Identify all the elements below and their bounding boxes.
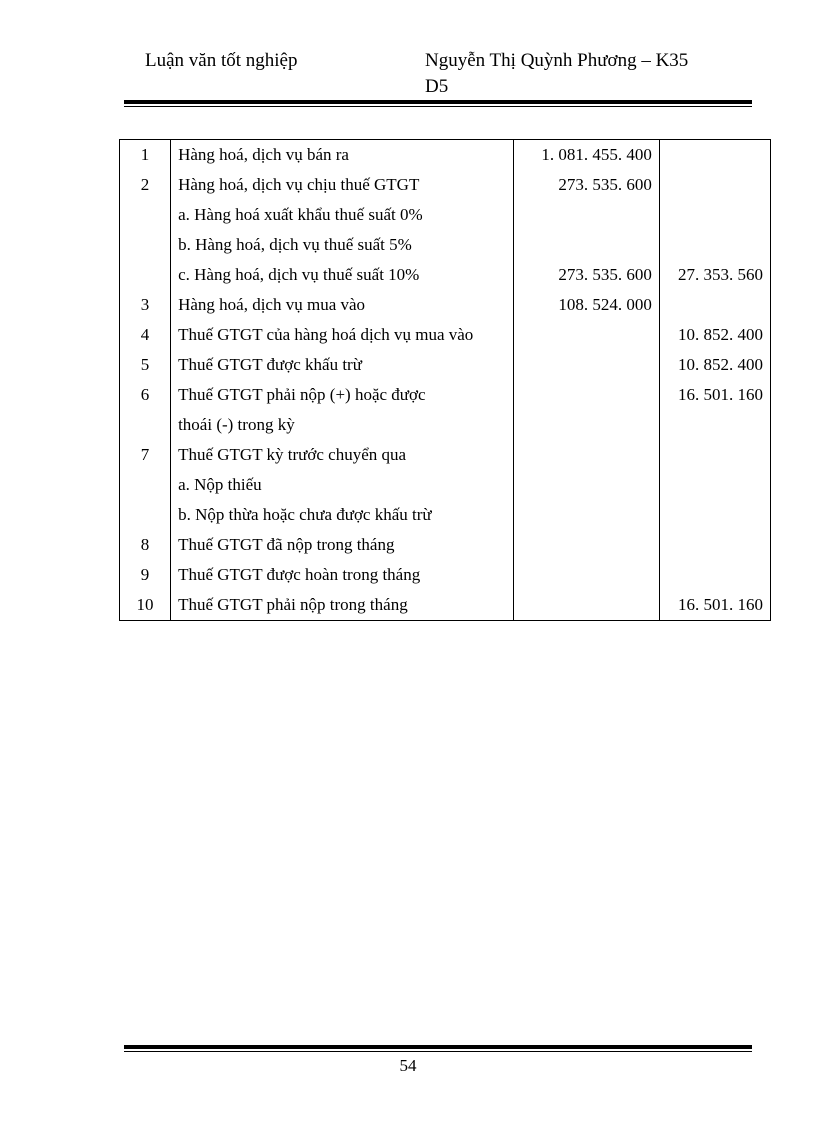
header-thesis-title: Luận văn tốt nghiệp: [145, 50, 298, 71]
row-tax: [659, 530, 770, 560]
row-number: [120, 230, 171, 260]
row-description: Thuế GTGT của hàng hoá dịch vụ mua vào: [171, 320, 514, 350]
row-number: 2: [120, 170, 171, 200]
row-description: Hàng hoá, dịch vụ mua vào: [171, 290, 514, 320]
row-amount: 273. 535. 600: [513, 260, 659, 290]
row-tax: [659, 230, 770, 260]
row-number: 5: [120, 350, 171, 380]
row-number: 8: [120, 530, 171, 560]
vat-declaration-table: [119, 139, 771, 621]
row-number: 10: [120, 590, 171, 621]
page-number: 54: [399, 1056, 417, 1075]
row-number: 7: [120, 440, 171, 470]
row-description: Thuế GTGT phải nộp trong tháng: [171, 590, 514, 621]
table-row: [120, 170, 771, 200]
row-description: b. Hàng hoá, dịch vụ thuế suất 5%: [171, 230, 514, 260]
row-description: thoái (-) trong kỳ: [171, 410, 514, 440]
table-row: [120, 320, 771, 350]
table-row: [120, 230, 771, 260]
row-amount: [513, 590, 659, 621]
table-row: [120, 500, 771, 530]
row-tax: [659, 560, 770, 590]
table-row: [120, 410, 771, 440]
table-row: [120, 140, 771, 171]
row-description: Thuế GTGT kỳ trước chuyển qua: [171, 440, 514, 470]
row-description: Hàng hoá, dịch vụ chịu thuế GTGT: [171, 170, 514, 200]
row-description: Thuế GTGT phải nộp (+) hoặc được: [171, 380, 514, 410]
row-amount: [513, 350, 659, 380]
row-description: Thuế GTGT được hoàn trong tháng: [171, 560, 514, 590]
table-row: [120, 290, 771, 320]
row-tax: [659, 440, 770, 470]
table-row: [120, 350, 771, 380]
row-tax: [659, 140, 770, 171]
header-rule: [124, 100, 752, 107]
table-row: [120, 560, 771, 590]
row-number: 6: [120, 380, 171, 410]
row-number: 3: [120, 290, 171, 320]
row-tax: [659, 290, 770, 320]
header-author: Nguyễn Thị Quỳnh Phương – K35: [425, 50, 689, 71]
row-tax: 10. 852. 400: [659, 350, 770, 380]
header-author-class: D5: [425, 76, 449, 97]
table-row: [120, 590, 771, 621]
row-tax: [659, 410, 770, 440]
row-description: a. Hàng hoá xuất khẩu thuế suất 0%: [171, 200, 514, 230]
row-number: 9: [120, 560, 171, 590]
row-amount: [513, 440, 659, 470]
row-amount: [513, 410, 659, 440]
row-tax: [659, 170, 770, 200]
row-description: c. Hàng hoá, dịch vụ thuế suất 10%: [171, 260, 514, 290]
row-number: 4: [120, 320, 171, 350]
table-row: [120, 470, 771, 500]
row-number: [120, 470, 171, 500]
row-tax: [659, 470, 770, 500]
row-amount: [513, 320, 659, 350]
row-amount: [513, 230, 659, 260]
table-row: [120, 260, 771, 290]
table-row: [120, 440, 771, 470]
table-row: [120, 200, 771, 230]
table-row: [120, 380, 771, 410]
row-description: Thuế GTGT đã nộp trong tháng: [171, 530, 514, 560]
row-tax: 16. 501. 160: [659, 380, 770, 410]
row-tax: 10. 852. 400: [659, 320, 770, 350]
row-number: [120, 200, 171, 230]
row-amount: [513, 380, 659, 410]
row-number: [120, 500, 171, 530]
row-tax: 27. 353. 560: [659, 260, 770, 290]
row-amount: [513, 470, 659, 500]
row-tax: [659, 500, 770, 530]
row-amount: 273. 535. 600: [513, 170, 659, 200]
row-amount: [513, 530, 659, 560]
row-amount: 1. 081. 455. 400: [513, 140, 659, 171]
row-amount: [513, 500, 659, 530]
row-amount: [513, 200, 659, 230]
row-tax: [659, 200, 770, 230]
row-description: Hàng hoá, dịch vụ bán ra: [171, 140, 514, 171]
row-number: [120, 410, 171, 440]
row-tax: 16. 501. 160: [659, 590, 770, 621]
table-row: [120, 530, 771, 560]
row-amount: 108. 524. 000: [513, 290, 659, 320]
row-amount: [513, 560, 659, 590]
row-description: b. Nộp thừa hoặc chưa được khấu trừ: [171, 500, 514, 530]
row-description: Thuế GTGT được khấu trừ: [171, 350, 514, 380]
row-number: 1: [120, 140, 171, 171]
row-number: [120, 260, 171, 290]
row-description: a. Nộp thiếu: [171, 470, 514, 500]
footer-rule: [124, 1045, 752, 1052]
